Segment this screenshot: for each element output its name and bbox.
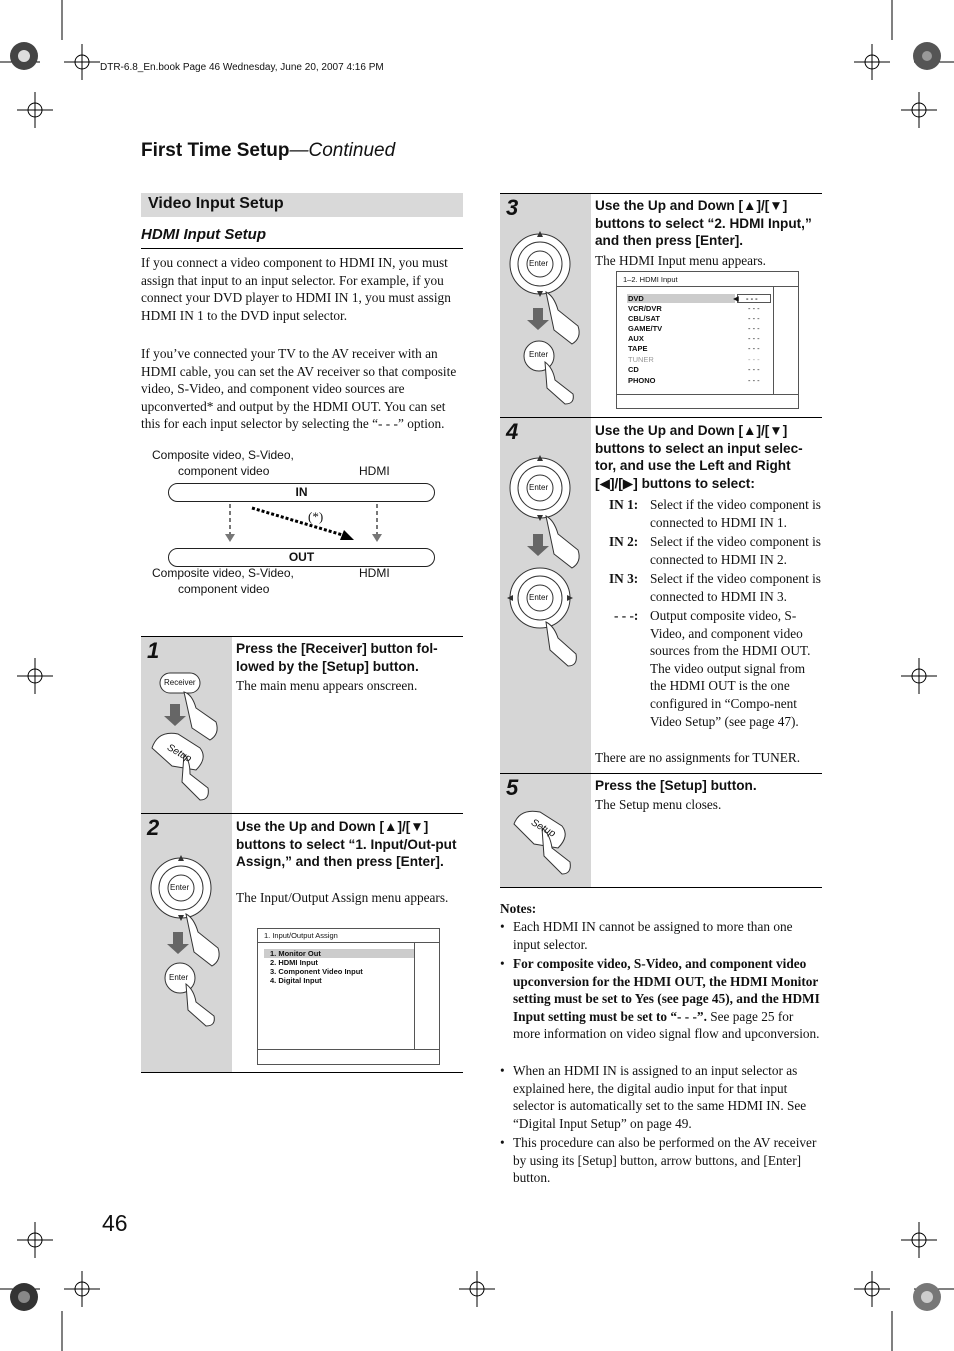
hdmi-row-value[interactable]: - - - xyxy=(748,304,760,313)
note-text: See page 25 for more information on video signal flow and upconversion. xyxy=(513,1008,820,1042)
note-item xyxy=(513,1062,821,1132)
page-title-main: First Time Setup xyxy=(141,140,290,161)
diagram-arrows xyxy=(168,500,438,548)
step-2-result: The Input/Output Assign menu appears. xyxy=(236,890,449,905)
file-header-info: DTR-6.8_En.book Page 46 Wednesday, June 20, 2007 4:16 PM xyxy=(100,62,384,73)
option-term: - - -: xyxy=(614,608,639,623)
enter-button-label-step3b: Enter xyxy=(529,350,549,359)
option-description: Select if the video component is connected to HDMI IN 1. xyxy=(650,497,821,530)
step-3-result: The HDMI Input menu appears. xyxy=(595,253,766,268)
enter-button-label-step2b: Enter xyxy=(169,973,189,982)
step-3-remote-illustration xyxy=(506,230,586,410)
step-5-result: The Setup menu closes. xyxy=(595,797,722,812)
note-item xyxy=(513,918,821,953)
left-column-bottom-rule xyxy=(141,1072,463,1073)
right-column-steps-bottom-rule xyxy=(500,887,822,888)
step-1-result: The main menu appears onscreen. xyxy=(236,678,418,693)
receiver-button-label: Receiver xyxy=(164,678,196,687)
hdmi-row-label[interactable]: CBL/SAT xyxy=(628,314,660,323)
intro-paragraph-1: If you connect a video component to HDMI IN, you must assign that input to an input selector. For example, if you connect your DVD player to HDMI IN 1, you must assign HDMI IN 1 to the DVD input selector. xyxy=(141,255,451,323)
step-2-number: 2 xyxy=(147,815,160,840)
diagram-bottom-right-label: HDMI xyxy=(359,566,390,580)
divider xyxy=(141,248,463,249)
hdmi-row-label: TUNER xyxy=(628,355,654,364)
step-3-number: 3 xyxy=(506,195,519,220)
step-5-number: 5 xyxy=(506,775,519,800)
step-2-remote-illustration xyxy=(148,852,228,1027)
hdmi-row-value[interactable]: - - - xyxy=(748,334,760,343)
option-description: Select if the video component is connected to HDMI IN 3. xyxy=(650,571,821,604)
diagram-out-bar: OUT xyxy=(168,548,435,567)
section-title-bar xyxy=(141,193,463,217)
option-description: Output composite video, S-Video, and component video sources from the HDMI OUT. The video output signal from the HDMI OUT is the one configured in “Compo-nent Video Setup” (see page 47). xyxy=(650,608,811,729)
diagram-in-bar: IN xyxy=(168,483,435,502)
option-description: Select if the video component is connected to HDMI IN 2. xyxy=(650,534,821,567)
subsection-title: HDMI Input Setup xyxy=(141,226,266,243)
hdmi-row-value: - - - xyxy=(748,355,760,364)
hdmi-row-value[interactable]: - - - xyxy=(748,365,760,374)
step-4-number: 4 xyxy=(506,419,519,444)
step-1-remote-illustration xyxy=(148,668,228,803)
hdmi-menu-title: 1–2. HDMI Input xyxy=(623,275,678,284)
page-number: 46 xyxy=(102,1210,128,1236)
hdmi-row-value[interactable]: - - - xyxy=(748,314,760,323)
option-term: IN 1: xyxy=(609,497,639,512)
step-5-instruction: Press the [Setup] button. xyxy=(595,778,757,793)
option-term: IN 2: xyxy=(609,534,639,549)
io-menu-title: 1. Input/Output Assign xyxy=(264,931,338,940)
enter-button-label-step3a: Enter xyxy=(529,259,549,268)
step-2-instruction: Use the Up and Down [▲]/[▼] buttons to select “1. Input/Out-put Assign,” and then press [Enter]. xyxy=(236,819,457,870)
enter-button-label-step4a: Enter xyxy=(529,483,549,492)
hdmi-row-value[interactable]: - - - xyxy=(748,376,760,385)
hdmi-row-value[interactable]: - - - xyxy=(748,344,760,353)
diagram-top-left-label-1: Composite video, S-Video, xyxy=(152,448,294,462)
step-1-instruction: Press the [Receiver] button fol-lowed by the [Setup] button. xyxy=(236,641,438,674)
hdmi-input-menu-screen xyxy=(616,271,799,409)
diagram-bottom-left-label-1: Composite video, S-Video, xyxy=(152,566,294,580)
io-assign-menu-screen xyxy=(257,928,440,1065)
note-item xyxy=(513,1134,821,1187)
hdmi-row-label[interactable]: AUX xyxy=(628,334,644,343)
page-title xyxy=(141,140,395,162)
setup-button-label-step5: Setup xyxy=(529,817,558,840)
enter-button-label-step4b: Enter xyxy=(529,593,549,602)
io-menu-item[interactable]: 4. Digital Input xyxy=(270,976,322,985)
io-menu-item[interactable]: 2. HDMI Input xyxy=(270,958,318,967)
step-1-number: 1 xyxy=(147,638,160,663)
notes-title: Notes: xyxy=(500,901,537,916)
note-text: This procedure can also be performed on the AV receiver by using its [Setup] button, arrow buttons, and [Enter] button. xyxy=(513,1135,817,1186)
hdmi-row-value[interactable]: - - - xyxy=(746,294,758,303)
intro-paragraph-2: If you’ve connected your TV to the AV receiver with an HDMI cable, you can set the AV receiver so that composite video, S-Video, and component video sources are upconverted* and output by the HDMI OUT. You can set this for each input selector by selecting the “- - -” option. xyxy=(141,346,457,432)
note-text: When an HDMI IN is assigned to an input selector as explained here, the digital audio input for that input selector is automatically set to the same HDMI IN. See “Digital Input Setup” on page 49. xyxy=(513,1063,807,1131)
note-text: Each HDMI IN cannot be assigned to more than one input selector. xyxy=(513,919,793,952)
hdmi-row-label[interactable]: PHONO xyxy=(628,376,656,385)
setup-button-label: Setup xyxy=(165,742,194,765)
hdmi-row-value[interactable]: - - - xyxy=(748,324,760,333)
in-options-list xyxy=(609,496,824,746)
hdmi-row-label[interactable]: GAME/TV xyxy=(628,324,663,333)
hdmi-row-label[interactable]: DVD xyxy=(628,294,644,303)
diagram-asterisk: (*) xyxy=(308,509,324,524)
io-menu-item[interactable]: 3. Component Video Input xyxy=(270,967,363,976)
hdmi-row-label[interactable]: TAPE xyxy=(628,344,648,353)
page-title-continued: —Continued xyxy=(289,140,396,161)
left-arrow-icon: ◀ xyxy=(733,294,739,303)
hdmi-row-label[interactable]: VCR/DVR xyxy=(628,304,662,313)
step-4-footer: There are no assignments for TUNER. xyxy=(595,750,801,765)
step-3-instruction: Use the Up and Down [▲]/[▼] buttons to select “2. HDMI Input,” and then press [Enter]. xyxy=(595,198,812,249)
option-term: IN 3: xyxy=(609,571,639,586)
section-title: Video Input Setup xyxy=(148,195,284,212)
note-item xyxy=(513,955,821,1043)
enter-button-label-step2a: Enter xyxy=(170,883,190,892)
step-5-remote-illustration xyxy=(510,806,586,884)
hdmi-row-label[interactable]: CD xyxy=(628,365,639,374)
diagram-top-right-label: HDMI xyxy=(359,464,390,478)
note-bold-text: For composite video, S-Video, and component video upconversion for the HDMI OUT, the HDMI Monitor setting must be set to Yes (see page 45), and the HDMI Input setting must be set to “- - -”. xyxy=(513,956,820,1024)
step-4-instruction: Use the Up and Down [▲]/[▼] buttons to select an input selec-tor, and use the Left and Right [◀]/[▶] buttons to select: xyxy=(595,423,803,491)
io-menu-item[interactable]: 1. Monitor Out xyxy=(270,949,321,958)
diagram-top-left-label-2: component video xyxy=(178,464,270,478)
diagram-bottom-left-label-2: component video xyxy=(178,582,270,596)
